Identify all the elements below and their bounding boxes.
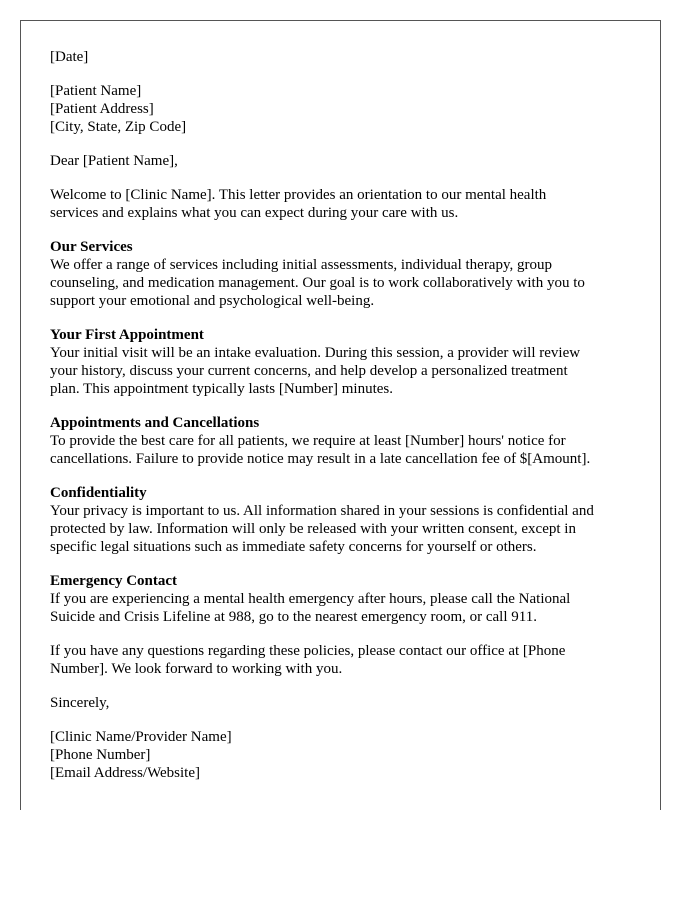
closing-line: If you have any questions regarding these policies, please contact our office at [Phone: [50, 643, 566, 659]
recipient-block: [50, 82, 640, 136]
letter-date: [Date]: [50, 49, 89, 65]
section-line: Suicide and Crisis Lifeline at 988, go to the nearest emergency room, or call 911.: [50, 609, 537, 625]
section-heading: Emergency Contact: [50, 573, 178, 589]
intro-line: services and explains what you can expect during your care with us.: [50, 205, 459, 221]
signature-block: [50, 728, 640, 782]
section-heading: Confidentiality: [50, 485, 147, 501]
salutation: Dear [Patient Name],: [50, 153, 178, 169]
section-heading: Our Services: [50, 239, 133, 255]
section-line: We offer a range of services including initial assessments, individual therapy, group: [50, 257, 552, 273]
section-line: support your emotional and psychological well-being.: [50, 293, 375, 309]
recipient-city-state-zip: [City, State, Zip Code]: [50, 119, 187, 135]
recipient-name: [Patient Name]: [50, 83, 142, 99]
closing-block: [50, 694, 640, 712]
letter-content: [50, 48, 640, 798]
section-line: specific legal situations such as immediate safety concerns for yourself or others.: [50, 539, 537, 555]
section-line: Your initial visit will be an intake evaluation. During this session, a provider will review: [50, 345, 581, 361]
section-our-services: [50, 238, 640, 310]
section-line: To provide the best care for all patients, we require at least [Number] hours' notice for: [50, 433, 566, 449]
date-block: [50, 48, 640, 66]
section-heading: Appointments and Cancellations: [50, 415, 260, 431]
intro-paragraph: [50, 186, 640, 222]
recipient-address: [Patient Address]: [50, 101, 154, 117]
intro-line: Welcome to [Clinic Name]. This letter provides an orientation to our mental health: [50, 187, 547, 203]
signature-contact: [Email Address/Website]: [50, 765, 201, 781]
signature-name: [Clinic Name/Provider Name]: [50, 729, 232, 745]
section-confidentiality: [50, 484, 640, 556]
closing-line: Number]. We look forward to working with you.: [50, 661, 343, 677]
letter-page: [20, 20, 661, 810]
section-heading: Your First Appointment: [50, 327, 204, 343]
closing-paragraph: [50, 642, 640, 678]
section-appointments-cancellations: [50, 414, 640, 468]
section-line: If you are experiencing a mental health emergency after hours, please call the National: [50, 591, 571, 607]
signature-phone: [Phone Number]: [50, 747, 151, 763]
section-line: counseling, and medication management. Our goal is to work collaboratively with you to: [50, 275, 585, 291]
section-first-appointment: [50, 326, 640, 398]
section-line: protected by law. Information will only be released with your written consent, except in: [50, 521, 576, 537]
section-line: cancellations. Failure to provide notice may result in a late cancellation fee of $[Amount].: [50, 451, 591, 467]
section-line: Your privacy is important to us. All information shared in your sessions is confidential and: [50, 503, 594, 519]
closing: Sincerely,: [50, 695, 110, 711]
section-emergency-contact: [50, 572, 640, 626]
salutation-block: [50, 152, 640, 170]
section-line: plan. This appointment typically lasts [Number] minutes.: [50, 381, 394, 397]
section-line: your history, discuss your current concerns, and help develop a personalized treatment: [50, 363, 568, 379]
